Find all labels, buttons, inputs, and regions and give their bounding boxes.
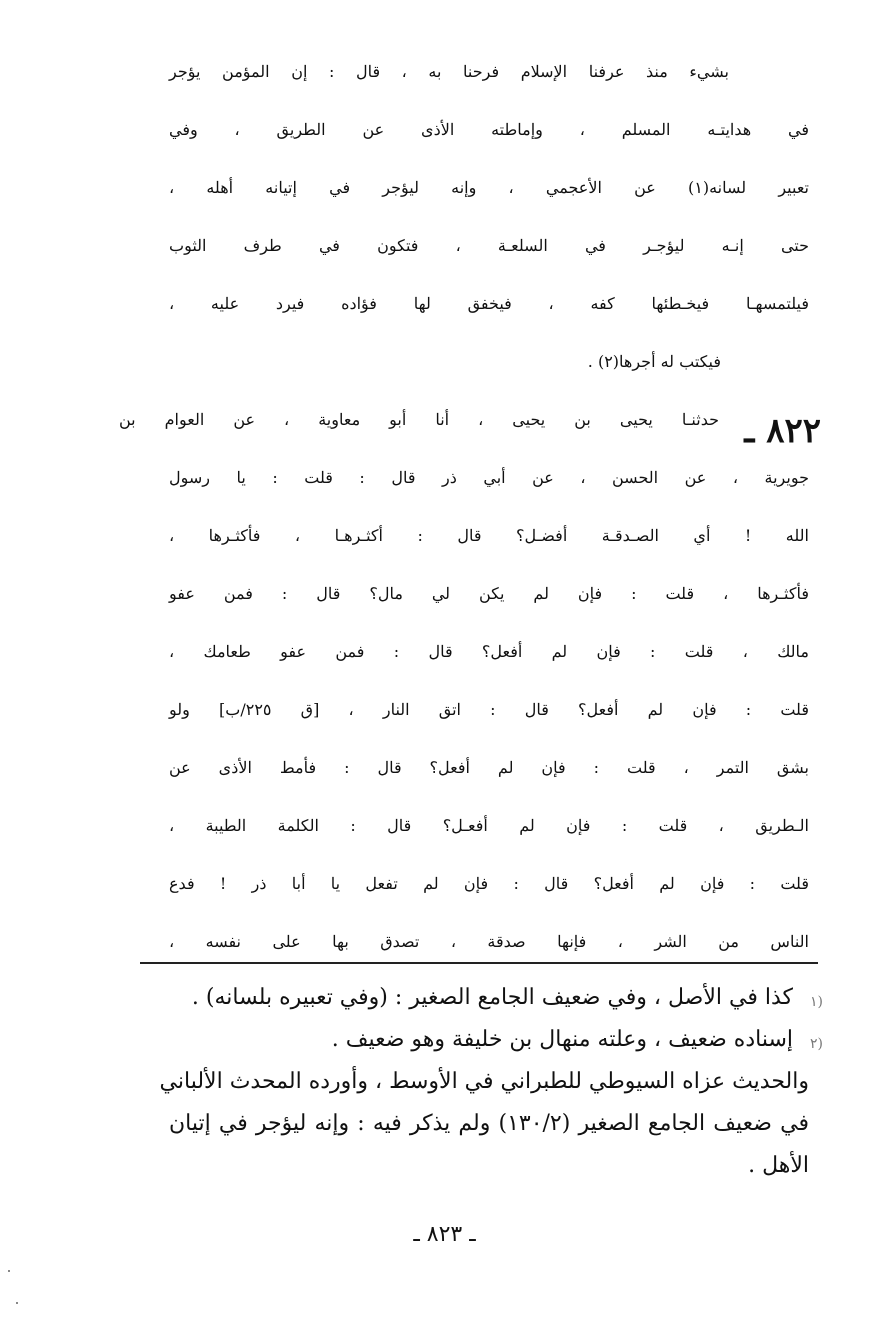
footnote-2-marker: ٢) xyxy=(810,1036,823,1052)
footnote-1: كذا في الأصل ، وفي ضعيف الجامع الصغير : (وفي تعبيره بلسانه) . xyxy=(191,985,793,1010)
footnote-separator xyxy=(140,962,818,964)
hadith-line-4: فأكثـرها ، قلت : فإن لم يكن لي مال؟ قال : فمن عفو xyxy=(169,584,809,603)
footnote-2-continuation-2: في ضعيف الجامع الصغير (١٣٠/٢) ولم يذكر فيه : وإنه ليؤجر في إتيان xyxy=(169,1111,809,1136)
hadith-line-3: الله ! أي الصـدقـة أفضـل؟ قال : أكثـرهـا ، فأكثـرها ، xyxy=(169,526,809,545)
hadith-line-9: قلت : فإن لم أفعل؟ قال : فإن لم تفعل يا أبا ذر ! فدع xyxy=(169,874,809,893)
footnote-2-continuation-3: الأهل . xyxy=(748,1153,809,1178)
hadith-line-7: بشق التمر ، قلت : فإن لم أفعل؟ قال : فأمط الأذى عن xyxy=(169,758,809,777)
hadith-line-6: قلت : فإن لم أفعل؟ قال : اتق النار ، [ق ٢٢٥/ب] ولو xyxy=(169,700,809,719)
footnote-2: إسناده ضعيف ، وعلته منهال بن خليفة وهو ضعيف . xyxy=(331,1027,793,1052)
body-line-5: فيلتمسهـا فيخـطئها كفه ، فيخفق لها فؤاده فيرد عليه ، xyxy=(169,294,810,313)
page-number: ـ ٨٢٣ ـ xyxy=(413,1222,476,1247)
hadith-line-10: الناس من الشر ، فإنها صدقة ، تصدق بها على نفسه ، xyxy=(169,932,809,951)
body-line-2: في هدايتـه المسلم ، وإماطته الأذى عن الطريق ، وفي xyxy=(169,120,810,139)
body-line-1: بشيء منذ عرفنا الإسلام فرحنا به ، قال : إن المؤمن يؤجر xyxy=(169,62,729,81)
body-line-4: حتى إنـه ليؤجـر في السلعـة ، فتكون في طرف الثوب xyxy=(169,236,809,255)
hadith-line-2: جويرية ، عن الحسن ، عن أبي ذر قال : قلت : يا رسول xyxy=(169,468,809,487)
hadith-number: ٨٢٢ ـ xyxy=(744,411,821,451)
footnote-2-continuation-1: والحديث عزاه السيوطي للطبراني في الأوسط ، وأورده المحدث الألباني xyxy=(159,1069,809,1094)
hadith-line-1: حدثنـا يحيى بن يحيى ، أنا أبو معاوية ، عن العوام بن xyxy=(119,410,719,429)
hadith-line-8: الـطريق ، قلت : فإن لم أفعـل؟ قال : الكلمة الطيبة ، xyxy=(169,816,809,835)
scan-speck xyxy=(8,1270,10,1272)
footnote-1-marker: ١) xyxy=(810,994,823,1010)
scan-speck xyxy=(16,1302,18,1304)
body-line-3: تعبير لسانه(١) عن الأعجمي ، وإنه ليؤجر في إتيانه أهله ، xyxy=(169,178,809,197)
hadith-line-5: مالك ، قلت : فإن لم أفعل؟ قال : فمن عفو طعامك ، xyxy=(169,642,809,661)
body-line-6: فيكتب له أجرها(٢) . xyxy=(587,352,721,371)
